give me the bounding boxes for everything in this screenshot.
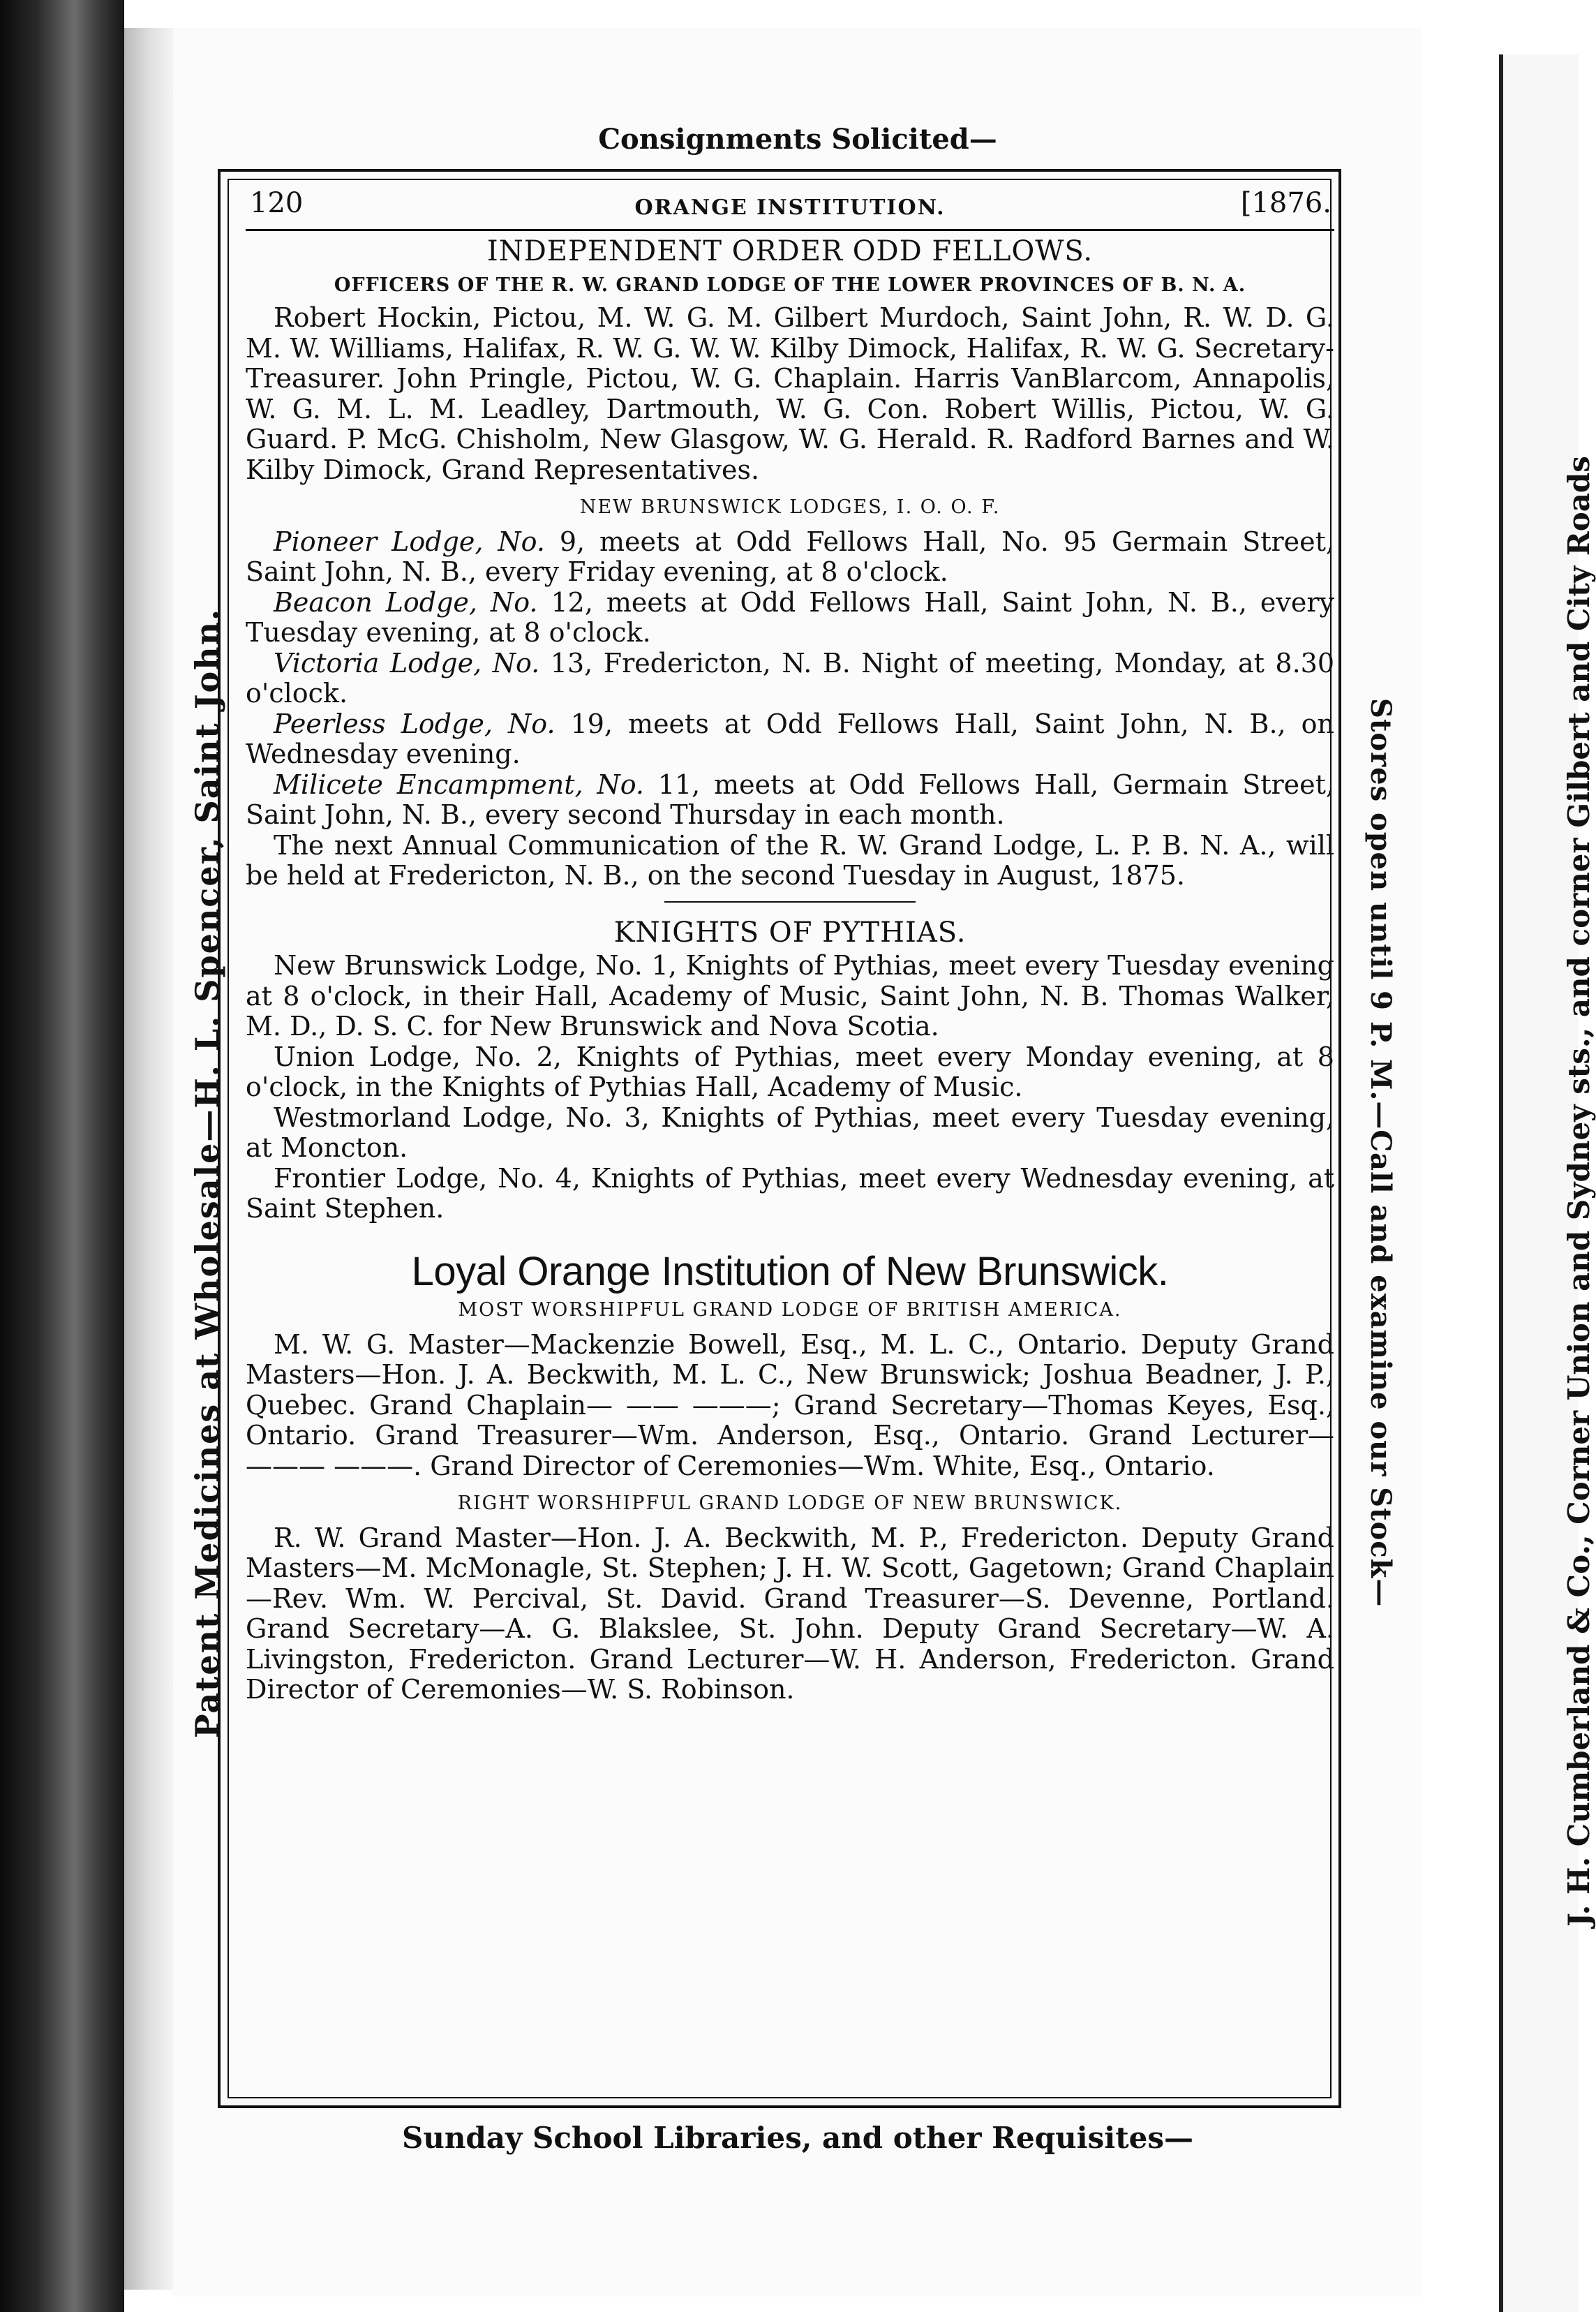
bottom-advertisement: Sunday School Libraries, and other Requisites—: [402, 2121, 1193, 2155]
orange-title: Loyal Orange Institution of New Brunswick.: [411, 1248, 1169, 1294]
lodge-details: 19, meets at Odd Fellows Hall, Saint John, N. B., on Wednesday evening.: [246, 708, 1334, 769]
pythias-paragraph: Westmorland Lodge, No. 3, Knights of Pythias, meet every Tuesday evening, at Moncton.: [246, 1102, 1334, 1163]
running-header: [246, 187, 1334, 226]
lodge-entry: [246, 709, 1334, 770]
lodge-entry: [246, 770, 1334, 831]
knights-of-pythias-section: [246, 918, 1334, 1224]
lodge-details: 13, Fredericton, N. B. Night of meeting, Monday, at 8.30 o'clock.: [246, 647, 1335, 709]
right-margin-advertisement: Stores open until 9 P. M.—Call and examine our Stock—: [1364, 698, 1397, 1608]
page-number: 120: [250, 187, 304, 219]
pythias-paragraph: Union Lodge, No. 2, Knights of Pythias, meet every Monday evening, at 8 o'clock, in the Knights of Pythias Hall, Academy of Music.: [246, 1041, 1334, 1102]
page-edge: [124, 28, 173, 2290]
officers-paragraph: Robert Hockin, Pictou, M. W. G. M. Gilbert Murdoch, Saint John, R. W. D. G. M. W. Williams, Halifax, R. W. G. W. W. Kilby Dimock, Halifax, R. W. G. Secretary-Treasurer. John Pringle, Pictou, W. G. Chaplain. Harris VanBlarcom, Annapolis, W. G. M. L. M. Leadley, Dartmouth, W. G. Con. Robert Willis, Pictou, W. G. Guard. P. McG. Chisholm, New Glasgow, W. G. Herald. R. Radford Barnes and W. Kilby Dimock, Grand Representatives.: [246, 302, 1334, 485]
left-margin-advertisement: Patent Medicines at Wholesale—H. L. Spencer, Saint John.: [188, 607, 226, 1738]
pythias-paragraph: Frontier Lodge, No. 4, Knights of Pythias, meet every Wednesday evening, at Saint Stephen.: [246, 1162, 1334, 1224]
lodge-name: Beacon Lodge, No.: [274, 586, 538, 618]
lodge-name: Peerless Lodge, No.: [274, 708, 555, 739]
lodge-name: Victoria Lodge, No.: [274, 647, 540, 679]
british-america-heading: MOST WORSHIPFUL GRAND LODGE OF BRITISH AMERICA.: [458, 1299, 1122, 1321]
lodge-entry: [246, 527, 1334, 588]
odd-fellows-section: [246, 237, 1334, 891]
header-rule: [246, 229, 1334, 231]
lodge-name: Milicete Encampment, No.: [274, 769, 644, 800]
odd-fellows-title: INDEPENDENT ORDER ODD FELLOWS.: [486, 235, 1094, 267]
lodge-name: Pioneer Lodge, No.: [274, 526, 545, 557]
nb-lodges-heading: NEW BRUNSWICK LODGES, I. O. O. F.: [579, 496, 1001, 518]
running-title: ORANGE INSTITUTION.: [634, 195, 946, 220]
lodge-details: 9, meets at Odd Fellows Hall, No. 95 Germain Street, Saint John, N. B., every Friday evening, at 8 o'clock.: [246, 526, 1334, 587]
new-brunswick-officers: R. W. Grand Master—Hon. J. A. Beckwith, M. P., Fredericton. Deputy Grand Masters—M. McMonagle, St. Stephen; J. H. W. Scott, Gagetown; Grand Chaplain—Rev. Wm. W. Percival, St. David. Grand Treasurer—S. Devenne, Portland. Grand Secretary—A. G. Blakslee, St. John. Deputy Grand Secretary—W. A. Livingston, Fredericton. Grand Lecturer—W. H. Anderson, Fredericton. Grand Director of Ceremonies—W. S. Robinson.: [246, 1522, 1334, 1705]
pythias-title: KNIGHTS OF PYTHIAS.: [613, 916, 967, 949]
page-binding-shadow: [0, 0, 124, 2312]
pythias-paragraph: New Brunswick Lodge, No. 1, Knights of Pythias, meet every Tuesday evening at 8 o'clock, in their Hall, Academy of Music, Saint John, N. B. Thomas Walker, M. D., D. S. C. for New Brunswick and Nova Scotia.: [246, 950, 1334, 1042]
year-label: [1876.: [1240, 187, 1332, 219]
annual-communication-note: The next Annual Communication of the R. W. Grand Lodge, L. P. B. N. A., will be held at Fredericton, N. B., on the second Tuesday in August, 1875.: [246, 829, 1334, 891]
lodge-details: 12, meets at Odd Fellows Hall, Saint John, N. B., every Tuesday evening, at 8 o'clock.: [246, 586, 1334, 648]
lodge-entry: [246, 649, 1334, 709]
new-brunswick-heading: RIGHT WORSHIPFUL GRAND LODGE OF NEW BRUNSWICK.: [457, 1492, 1123, 1514]
lodge-details: 11, meets at Odd Fellows Hall, Germain Street, Saint John, N. B., every second Thursday in each month.: [246, 769, 1334, 830]
orange-institution-section: [246, 1248, 1334, 1705]
officers-heading: OFFICERS OF THE R. W. GRAND LODGE OF THE LOWER PROVINCES OF B. N. A.: [334, 274, 1246, 296]
lodge-entry: [246, 588, 1334, 649]
british-america-officers: M. W. G. Master—Mackenzie Bowell, Esq., M. L. C., Ontario. Deputy Grand Masters—Hon. J. A. Beckwith, M. L. C., New Brunswick; Joshua Beadner, J. P., Quebec. Grand Chaplain— —— ———; Grand Secretary—Thomas Keyes, Esq., Ontario. Grand Treasurer—Wm. Anderson, Esq., Ontario. Grand Lecturer— ——— ———. Grand Director of Ceremonies—Wm. White, Esq., Ontario.: [246, 1328, 1334, 1481]
page-content: [246, 187, 1334, 1705]
section-divider: [664, 901, 916, 903]
top-advertisement: Consignments Solicited—: [598, 123, 997, 156]
far-right-advertisement: J. H. Cumberland & Co., Corner Union and Sydney sts., and corner Gilbert and City Roads: [1562, 456, 1596, 1927]
